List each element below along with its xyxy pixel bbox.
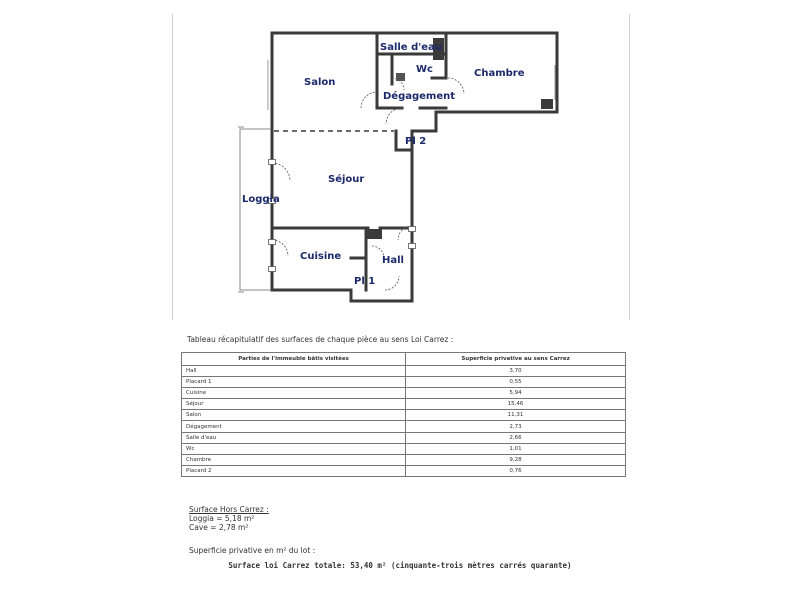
- room-label-chambre: Chambre: [474, 68, 525, 79]
- hors-carrez-cave: Cave = 2,78 m²: [189, 523, 249, 532]
- row-name: Salle d'eau: [182, 432, 406, 443]
- hors-carrez-title: Surface Hors Carrez :: [189, 505, 269, 514]
- door-arc: [361, 92, 377, 108]
- loggia-outline: [240, 129, 271, 290]
- header-superficie: Superficie privative au sens Carrez: [406, 353, 626, 366]
- door-arc: [386, 108, 402, 124]
- row-name: Hall: [182, 366, 406, 377]
- table-row: [182, 388, 626, 399]
- room-label-pl2: Pl 2: [405, 136, 427, 147]
- row-value: 0,55: [406, 377, 626, 388]
- row-value: 0,76: [406, 465, 626, 476]
- row-name: Salon: [182, 410, 406, 421]
- row-value: 9,28: [406, 454, 626, 465]
- table-row: [182, 410, 626, 421]
- row-name: Cuisine: [182, 388, 406, 399]
- table-row: [182, 366, 626, 377]
- room-label-cuisine: Cuisine: [300, 251, 342, 262]
- table-row: [182, 443, 626, 454]
- door-arc: [385, 276, 399, 290]
- room-label-degagement: Dégagement: [383, 91, 456, 102]
- lot-label: Superficie privative en m² du lot :: [189, 546, 316, 555]
- surface-table: [181, 352, 626, 477]
- table-row: [182, 432, 626, 443]
- row-name: Chambre: [182, 454, 406, 465]
- row-name: Placard 1: [182, 377, 406, 388]
- row-name: Placard 2: [182, 465, 406, 476]
- fixture: [541, 99, 553, 109]
- table-header-row: [182, 353, 626, 366]
- door-arc: [272, 163, 290, 181]
- total-carrez: Surface loi Carrez totale: 53,40 m² (cinquante-trois mètres carrés quarante): [228, 561, 572, 570]
- room-label-hall: Hall: [382, 255, 404, 266]
- room-label-salon: Salon: [304, 77, 336, 88]
- row-name: Séjour: [182, 399, 406, 410]
- room-label-loggia: Loggia: [242, 194, 280, 205]
- table-caption: Tableau récapitulatif des surfaces de chaque pièce au sens Loi Carrez :: [187, 335, 454, 344]
- table-row: [182, 399, 626, 410]
- row-value: 15,46: [406, 399, 626, 410]
- row-value: 2,66: [406, 432, 626, 443]
- fixture: [396, 73, 405, 81]
- hors-carrez-block: [189, 505, 269, 532]
- table-row: [182, 421, 626, 432]
- room-label-sejour: Séjour: [328, 174, 365, 185]
- table-row: [182, 465, 626, 476]
- row-value: 1,01: [406, 443, 626, 454]
- table-row: [182, 454, 626, 465]
- row-value: 5,94: [406, 388, 626, 399]
- row-value: 3,70: [406, 366, 626, 377]
- room-label-salle-eau: Salle d'eau: [380, 42, 442, 53]
- row-name: Wc: [182, 443, 406, 454]
- fixture: [367, 229, 382, 239]
- header-parties: Parties de l'immeuble bâtis visitées: [182, 353, 406, 366]
- row-name: Dégagement: [182, 421, 406, 432]
- table-row: [182, 377, 626, 388]
- room-label-pl1: Pl 1: [354, 276, 376, 287]
- row-value: 11,31: [406, 410, 626, 421]
- room-label-wc: Wc: [416, 64, 433, 75]
- hors-carrez-loggia: Loggia = 5,18 m²: [189, 514, 255, 523]
- row-value: 2,73: [406, 421, 626, 432]
